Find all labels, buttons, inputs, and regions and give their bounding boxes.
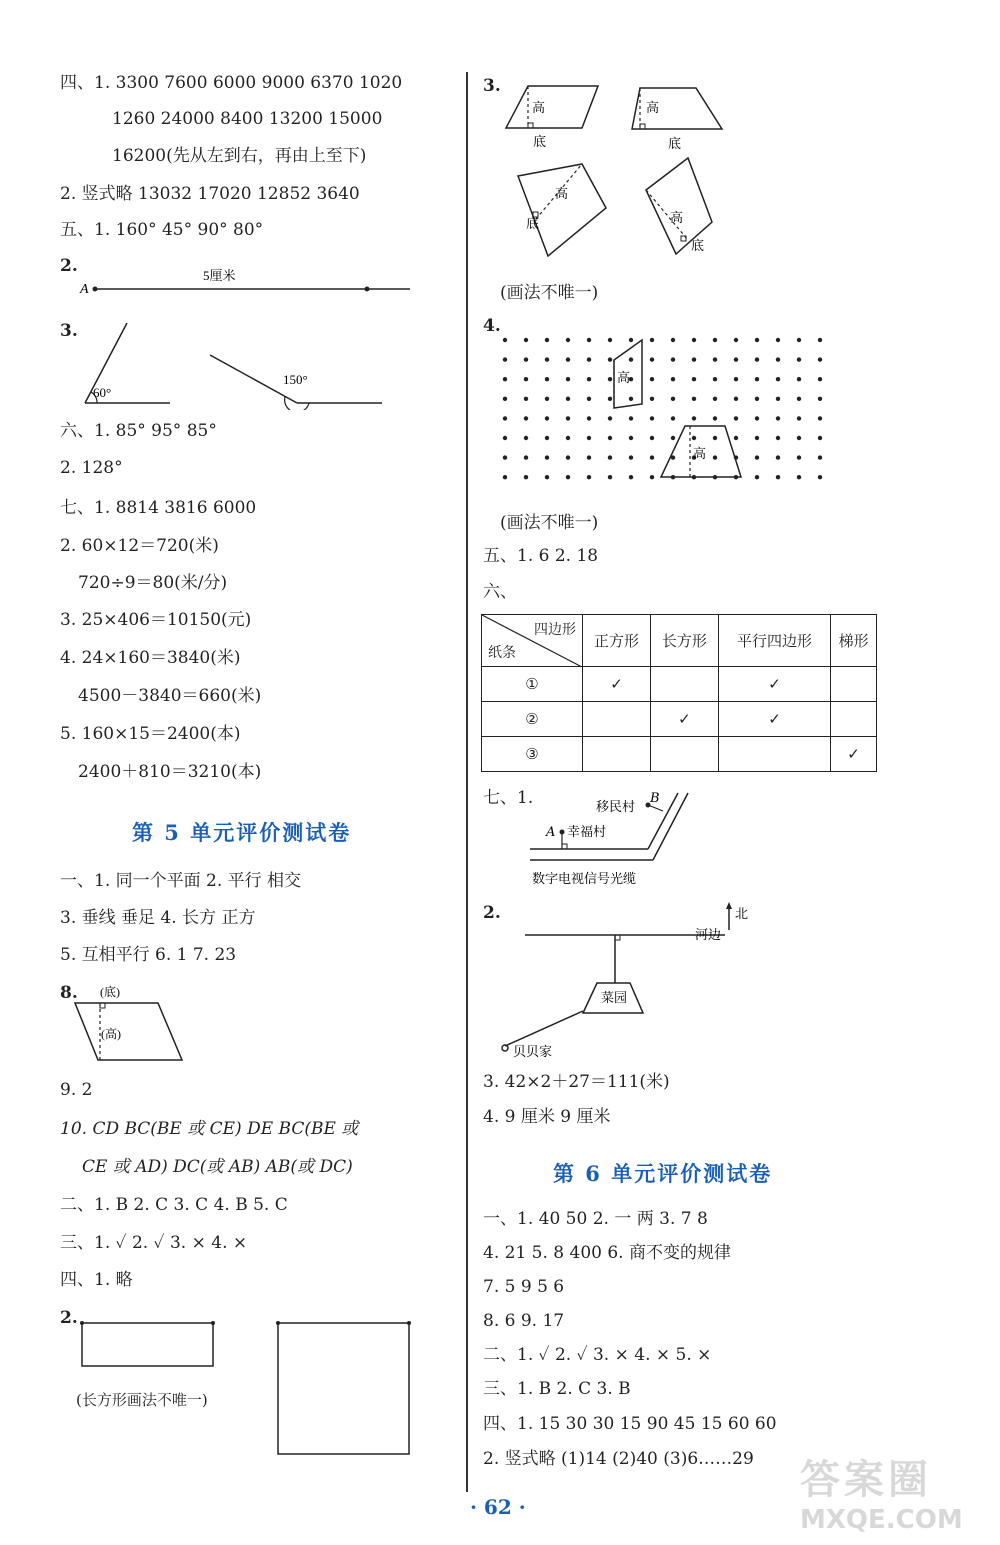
grid-dot (545, 436, 549, 440)
grid-dot (608, 455, 612, 459)
grid-dot (818, 397, 822, 401)
fig3-height-label: 高 (555, 187, 569, 202)
grid-dot (566, 397, 570, 401)
grid-dot (545, 416, 549, 420)
grid-dot (503, 397, 507, 401)
garden-map-figure (495, 900, 765, 1065)
north-label: 北 (735, 907, 749, 922)
grid-dot (587, 338, 591, 342)
s7-5a: 5. 160×15＝2400(本) (60, 724, 241, 744)
grid-dot (692, 377, 696, 381)
grid-dot (776, 436, 780, 440)
grid-dot (776, 416, 780, 420)
grid-dot (629, 436, 633, 440)
grid-dot (713, 338, 717, 342)
grid-dot (776, 475, 780, 479)
row-label: ② (482, 702, 583, 737)
fig4-base-label: 底 (691, 239, 705, 254)
fig1-height-label: 高 (532, 101, 546, 116)
grid-dot (608, 416, 612, 420)
parallelogram-figure (70, 978, 190, 1066)
table-row (482, 667, 877, 702)
grid-dot (650, 475, 654, 479)
quadrilateral-table (481, 614, 877, 772)
grid-dot (734, 357, 738, 361)
point-b-label: B (650, 791, 660, 806)
u6-8: 8. 6 9. 17 (483, 1311, 565, 1331)
u5-2-choices: 二、1. B 2. C 3. C 4. B 5. C (60, 1195, 288, 1215)
grid-dot (524, 357, 528, 361)
table-cell (718, 737, 830, 772)
grid-dot (818, 357, 822, 361)
grid-dot (776, 397, 780, 401)
home-label: 贝贝家 (513, 1045, 553, 1060)
grid-dot (608, 377, 612, 381)
s4-1-line2: 1260 24000 8400 13200 15000 (112, 109, 383, 129)
grid-dot (545, 338, 549, 342)
u6-7: 7. 5 9 5 6 (483, 1277, 565, 1297)
row-label: ① (482, 667, 583, 702)
table-cell: ✓ (583, 667, 651, 702)
s5-2-label: 2. (60, 256, 78, 276)
u5-9: 9. 2 (60, 1080, 93, 1100)
watermark-logo (800, 1448, 963, 1535)
grid-dot (671, 338, 675, 342)
unit6-title: 第 6 单元评价测试卷 (553, 1161, 773, 1186)
header-cell: 平行四边形 (718, 615, 830, 667)
grid-dot (713, 455, 717, 459)
grid-dot (776, 455, 780, 459)
garden-label: 菜园 (601, 991, 628, 1006)
r7-1-label: 七、1. (483, 788, 534, 808)
grid-dot (503, 455, 507, 459)
grid-dot (797, 416, 801, 420)
grid-dot (734, 377, 738, 381)
unit5-title: 第 5 单元评价测试卷 (132, 820, 352, 845)
grid-dot (713, 377, 717, 381)
grid-dot (692, 436, 696, 440)
grid-dot (650, 338, 654, 342)
grid-dot (566, 416, 570, 420)
u6-1: 一、1. 40 50 2. 一 两 3. 7 8 (483, 1209, 708, 1229)
grid-dot (587, 455, 591, 459)
grid-dot (818, 338, 822, 342)
table-cell (583, 737, 651, 772)
s4-1-line1: 四、1. 3300 7600 6000 9000 6370 1020 (60, 73, 403, 93)
u6-4-2: 2. 竖式略 (1)14 (2)40 (3)6……29 (483, 1449, 754, 1469)
grid-dot (755, 416, 759, 420)
watermark-small: MXQE.COM (800, 1505, 963, 1535)
angles-figure (75, 315, 395, 410)
grid-dot (608, 475, 612, 479)
r3-note: (画法不唯一) (500, 283, 599, 303)
fig2-base-label: 底 (668, 137, 682, 152)
grid-dot (503, 416, 507, 420)
grid-dot (566, 377, 570, 381)
table-cell (583, 702, 651, 737)
grid-dot (545, 455, 549, 459)
u5-3-judge: 三、1. ✓ 2. ✓ 3. × 4. × (60, 1233, 248, 1253)
grid-dot (713, 436, 717, 440)
grid-dot (818, 436, 822, 440)
rectangle-note: (长方形画法不唯一) (76, 1391, 208, 1409)
u5-4-2-label: 2. (60, 1308, 78, 1328)
grid-dot (818, 416, 822, 420)
grid-dot (629, 416, 633, 420)
grid-dot (797, 475, 801, 479)
s7-2a: 2. 60×12＝720(米) (60, 536, 219, 556)
grid-dot (818, 377, 822, 381)
r4-label: 4. (483, 316, 501, 336)
grid-dot (608, 338, 612, 342)
grid-dot (692, 357, 696, 361)
r7-2-label: 2. (483, 903, 501, 923)
grid-dot (797, 436, 801, 440)
grid-dot (650, 397, 654, 401)
corner-bottom-label: 纸条 (488, 645, 516, 661)
u5-4-1: 四、1. 略 (60, 1270, 133, 1290)
s5-3-label: 3. (60, 321, 78, 341)
grid-dot (797, 357, 801, 361)
grid-dot (818, 455, 822, 459)
fig2-height-label: 高 (646, 101, 660, 116)
grid-dot (755, 338, 759, 342)
grid-dot (545, 397, 549, 401)
grid-fig1-height-label: 高 (617, 371, 631, 386)
grid-dot (608, 436, 612, 440)
grid-dot (776, 357, 780, 361)
grid-dot (545, 377, 549, 381)
base-height-figures (500, 82, 740, 272)
grid-dot (776, 377, 780, 381)
grid-dot (587, 397, 591, 401)
s6-1: 六、1. 85° 95° 85° (60, 421, 217, 441)
grid-dot (734, 397, 738, 401)
grid-dot (503, 338, 507, 342)
grid-dot (797, 377, 801, 381)
grid-dot (755, 357, 759, 361)
line-segment-figure (75, 262, 420, 302)
grid-dot (524, 436, 528, 440)
s4-2: 2. 竖式略 13032 17020 12852 3640 (60, 184, 360, 204)
page-number: · 62 · (470, 1495, 526, 1519)
grid-dot (713, 397, 717, 401)
table-cell: ✓ (831, 737, 877, 772)
grid-dot (524, 475, 528, 479)
grid-dot (503, 436, 507, 440)
table-cell (650, 667, 718, 702)
grid-dot (650, 416, 654, 420)
r5: 五、1. 6 2. 18 (483, 546, 599, 566)
header-cell: 正方形 (583, 615, 651, 667)
corner-top-label: 四边形 (534, 622, 576, 638)
grid-dot (755, 475, 759, 479)
grid-dot (524, 397, 528, 401)
table-cell: ✓ (718, 667, 830, 702)
point-a-label-map: A (546, 825, 556, 840)
u5-10a: 10. CD BC(BE 或 CE) DE BC(BE 或 (60, 1119, 359, 1139)
grid-dot (692, 397, 696, 401)
table-cell: ✓ (650, 702, 718, 737)
base-label: (底) (100, 985, 120, 999)
grid-dot (818, 475, 822, 479)
grid-dot (797, 397, 801, 401)
grid-dot (692, 416, 696, 420)
table-cell (831, 702, 877, 737)
u5-1: 一、1. 同一个平面 2. 平行 相交 (60, 871, 302, 891)
grid-dot (734, 436, 738, 440)
table-corner-cell (482, 615, 583, 667)
u5-3: 3. 垂线 垂足 4. 长方 正方 (60, 908, 256, 928)
r6-label: 六、 (483, 582, 517, 602)
cable-map-figure (520, 783, 720, 888)
grid-dot (671, 416, 675, 420)
grid-dot (566, 455, 570, 459)
angle-60-label: 60° (93, 385, 112, 400)
grid-dot (566, 338, 570, 342)
u6-4-1: 四、1. 15 30 30 15 90 45 15 60 60 (483, 1414, 777, 1434)
u6-4: 4. 21 5. 8 400 6. 商不变的规律 (483, 1243, 731, 1263)
grid-dot (587, 436, 591, 440)
grid-dot (671, 377, 675, 381)
r3-label: 3. (483, 76, 501, 96)
grid-dot (566, 357, 570, 361)
s6-2: 2. 128° (60, 458, 123, 478)
village1-label: 移民村 (596, 800, 636, 815)
table-row (482, 737, 877, 772)
r7-3: 3. 42×2＋27＝111(米) (483, 1072, 670, 1092)
fig4-height-label: 高 (670, 211, 684, 226)
grid-dot (713, 357, 717, 361)
row-label: ③ (482, 737, 583, 772)
u5-10b: CE 或 AD) DC(或 AB) AB(或 DC) (82, 1157, 353, 1177)
grid-dot (671, 436, 675, 440)
u6-3-choices: 三、1. B 2. C 3. B (483, 1379, 631, 1399)
grid-dot (524, 455, 528, 459)
cable-label: 数字电视信号光缆 (532, 872, 637, 887)
grid-dot (524, 338, 528, 342)
grid-dot (650, 357, 654, 361)
grid-dot (587, 357, 591, 361)
s5-1: 五、1. 160° 45° 90° 80° (60, 220, 264, 240)
s7-5b: 2400＋810＝3210(本) (78, 762, 262, 782)
r7-4: 4. 9 厘米 9 厘米 (483, 1107, 611, 1127)
grid-dot (755, 455, 759, 459)
grid-dot (734, 416, 738, 420)
grid-dot (755, 436, 759, 440)
grid-dot (503, 475, 507, 479)
grid-dot (755, 397, 759, 401)
watermark-big: 答案圈 (800, 1457, 932, 1503)
grid-dot (629, 455, 633, 459)
column-divider (466, 72, 468, 1492)
height-label: (高) (101, 1027, 121, 1041)
r4-note: (画法不唯一) (500, 513, 599, 533)
grid-dot (524, 377, 528, 381)
grid-dot (608, 397, 612, 401)
rectangles-figure (78, 1318, 418, 1458)
grid-dot (545, 475, 549, 479)
grid-dot (755, 377, 759, 381)
grid-dot (629, 357, 633, 361)
grid-dot (713, 416, 717, 420)
river-label: 河边 (695, 928, 722, 943)
grid-dot (503, 357, 507, 361)
fig1-base-label: 底 (533, 135, 547, 150)
table-row (482, 702, 877, 737)
fig3-base-label: 底 (526, 217, 540, 232)
grid-dot (650, 455, 654, 459)
village2-label: 幸福村 (567, 825, 607, 840)
grid-dot (587, 475, 591, 479)
grid-dot (503, 377, 507, 381)
dot-grid (503, 338, 822, 480)
grid-dot (524, 416, 528, 420)
s4-1-line3: 16200(先从左到右，再由上至下) (112, 146, 367, 166)
grid-dot (629, 338, 633, 342)
s7-3: 3. 25×406＝10150(元) (60, 610, 252, 630)
grid-dot (776, 338, 780, 342)
s7-2b: 720÷9＝80(米/分) (78, 573, 228, 593)
grid-dot (545, 357, 549, 361)
grid-dot (587, 416, 591, 420)
table-cell (831, 667, 877, 702)
grid-dot (650, 377, 654, 381)
s7-4a: 4. 24×160＝3840(米) (60, 648, 241, 668)
grid-dot (692, 338, 696, 342)
table-header-row (482, 615, 877, 667)
grid-dot (629, 397, 633, 401)
grid-dot (671, 397, 675, 401)
grid-dot (797, 338, 801, 342)
grid-fig2-height-label: 高 (693, 447, 707, 462)
u5-5: 5. 互相平行 6. 1 7. 23 (60, 945, 237, 965)
grid-dot (608, 357, 612, 361)
grid-dot (650, 436, 654, 440)
grid-dot (587, 377, 591, 381)
s7-1: 七、1. 8814 3816 6000 (60, 498, 257, 518)
grid-dot (566, 475, 570, 479)
header-cell: 梯形 (831, 615, 877, 667)
grid-dot (629, 475, 633, 479)
grid-dot (671, 357, 675, 361)
table-cell: ✓ (718, 702, 830, 737)
grid-dot (734, 338, 738, 342)
length-label: 5厘米 (203, 268, 236, 283)
table-cell (650, 737, 718, 772)
u6-2-judge: 二、1. ✓ 2. ✓ 3. × 4. × 5. × (483, 1345, 712, 1365)
point-a-label: A (80, 282, 89, 297)
s7-4b: 4500－3840＝660(米) (78, 686, 262, 706)
grid-dot (797, 455, 801, 459)
angle-150-label: 150° (283, 372, 308, 387)
grid-dot (566, 436, 570, 440)
dot-grid-figure (495, 330, 835, 480)
header-cell: 长方形 (650, 615, 718, 667)
u5-8-label: 8. (60, 983, 78, 1003)
